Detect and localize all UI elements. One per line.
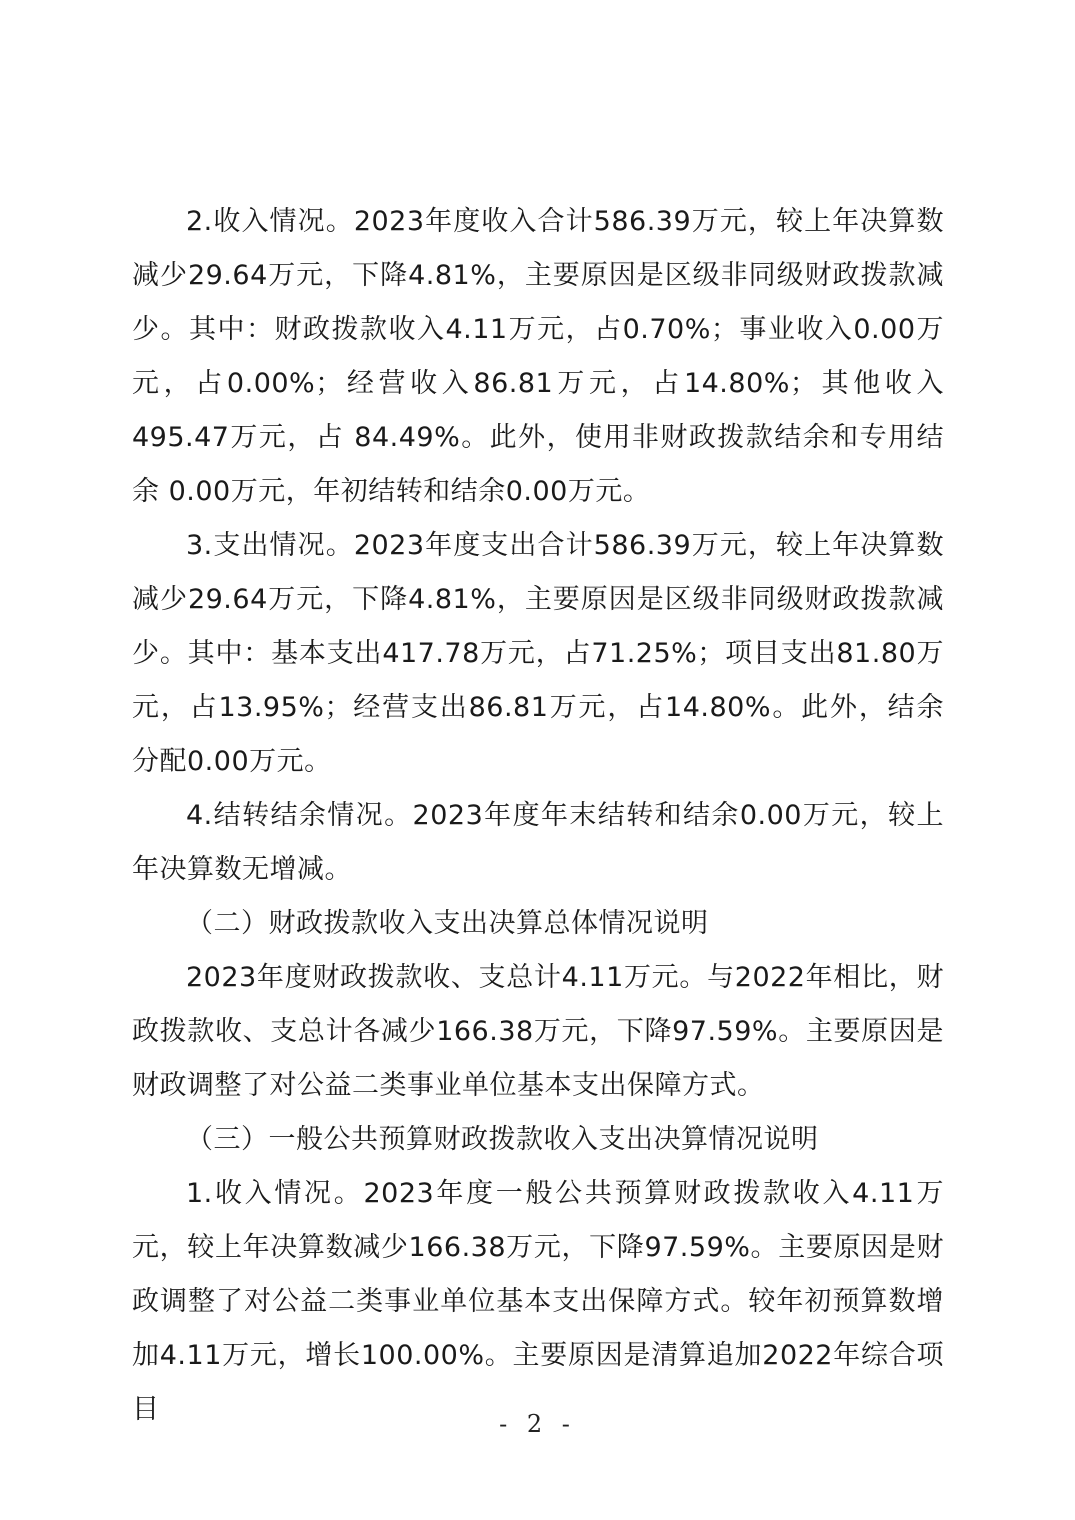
section-heading-fiscal-allocation: （二）财政拨款收入支出决算总体情况说明 — [186, 908, 709, 939]
document-body — [132, 195, 944, 1437]
paragraph-general-budget-income: 1.收入情况。2023年度一般公共预算财政拨款收入4.11万元，较上年决算数减少166.38万元，下降97.59%。主要原因是财政调整了对公益二类事业单位基本支出保障方式。较年初预算数增加4.11万元，增长100.00%。主要原因是清算追加2022年综合项目 — [132, 1178, 944, 1425]
paragraph-carryover: 4.结转结余情况。2023年度年末结转和结余0.00万元，较上年决算数无增减。 — [132, 800, 944, 885]
paragraph-income: 2.收入情况。2023年度收入合计586.39万元，较上年决算数减少29.64万元，下降4.81%，主要原因是区级非同级财政拨款减少。其中：财政拨款收入4.11万元，占0.70%；事业收入0.00万元，占0.00%；经营收入86.81万元，占14.80%；其他收入495.47万元，占 84.49%。此外，使用非财政拨款结余和专用结余 0.00万元，年初结转和结余0.00万元。 — [132, 206, 944, 507]
paragraph-expenditure: 3.支出情况。2023年度支出合计586.39万元，较上年决算数减少29.64万元，下降4.81%，主要原因是区级非同级财政拨款减少。其中：基本支出417.78万元，占71.25%；项目支出81.80万元，占13.95%；经营支出86.81万元，占14.80%。此外，结余分配0.00万元。 — [132, 530, 944, 777]
page-number: - 2 - — [499, 1410, 576, 1438]
paragraph-fiscal-allocation-total: 2023年度财政拨款收、支总计4.11万元。与2022年相比，财政拨款收、支总计各减少166.38万元，下降97.59%。主要原因是财政调整了对公益二类事业单位基本支出保障方式。 — [132, 962, 944, 1101]
section-heading-general-public-budget: （三）一般公共预算财政拨款收入支出决算情况说明 — [186, 1124, 819, 1155]
